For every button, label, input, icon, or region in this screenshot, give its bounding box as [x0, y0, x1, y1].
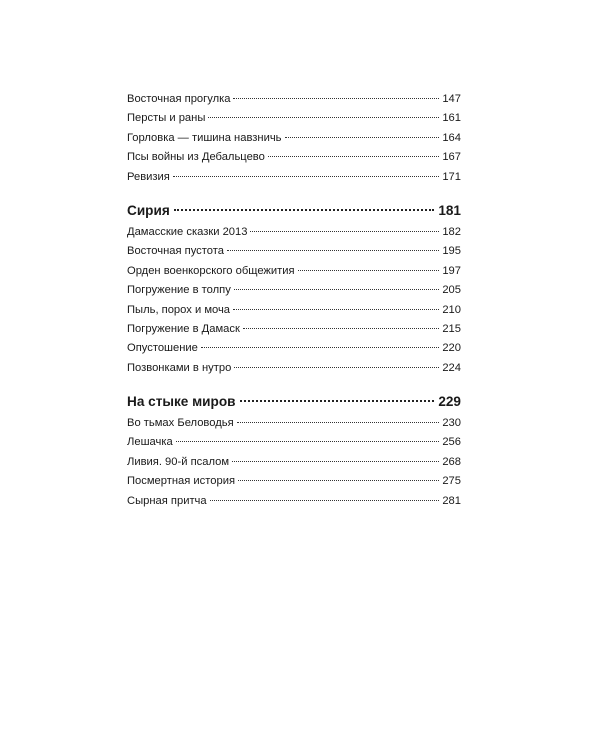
section-spacer	[127, 378, 461, 391]
toc-entry-title: Лешачка	[127, 436, 173, 449]
toc-entry	[127, 223, 461, 242]
dot-leader	[173, 176, 440, 177]
toc-entry-title: Посмертная история	[127, 475, 236, 488]
toc-entry	[127, 262, 461, 281]
dot-leader	[234, 367, 439, 368]
dot-leader	[268, 156, 439, 157]
section-title: На стыке миров	[127, 394, 236, 410]
section-spacer	[127, 187, 461, 200]
toc-entry-title: Дамасские сказки 2013	[127, 225, 248, 238]
toc-entry	[127, 320, 461, 339]
toc-entry-title: Ливия. 90-й псалом	[127, 455, 230, 468]
toc-entry-title: Позвонками в нутро	[127, 361, 232, 374]
section-page: 229	[438, 394, 461, 410]
toc-entry	[127, 339, 461, 358]
toc-entry-title: Псы войны из Дебальцево	[127, 151, 265, 164]
toc-entry	[127, 492, 461, 511]
toc-entry-page: 281	[442, 494, 461, 507]
toc-entry-title: Пыль, порох и моча	[127, 303, 231, 316]
dot-leader	[240, 400, 435, 402]
dot-leader	[233, 98, 439, 99]
toc-entry-page: 256	[442, 436, 461, 449]
toc-entry	[127, 281, 461, 300]
toc-entry-page: 195	[442, 245, 461, 258]
toc-entry	[127, 129, 461, 148]
toc-entry	[127, 109, 461, 128]
dot-leader	[227, 250, 439, 251]
toc-entry-page: 210	[442, 303, 461, 316]
toc-entry-page: 224	[442, 361, 461, 374]
dot-leader	[233, 309, 439, 310]
toc-entry	[127, 433, 461, 452]
toc-entry	[127, 90, 461, 109]
toc-entry-title: Во тьмах Беловодья	[127, 417, 234, 430]
dot-leader	[210, 500, 440, 501]
section-heading-worlds	[127, 391, 461, 413]
toc-entry-page: 268	[442, 455, 461, 468]
toc-entry	[127, 148, 461, 167]
toc-entry-page: 164	[442, 131, 461, 144]
toc-entry-page: 197	[442, 264, 461, 277]
toc-entry-page: 167	[442, 151, 461, 164]
dot-leader	[208, 117, 439, 118]
toc-entry	[127, 301, 461, 320]
toc-entry	[127, 414, 461, 433]
section-title: Сирия	[127, 202, 170, 218]
toc-entry	[127, 472, 461, 491]
toc-entry-title: Восточная пустота	[127, 245, 224, 258]
table-of-contents	[127, 90, 461, 511]
dot-leader	[176, 441, 440, 442]
toc-entry-page: 205	[442, 284, 461, 297]
toc-entry-page: 230	[442, 417, 461, 430]
toc-entry-title: Погружение в Дамаск	[127, 322, 240, 335]
toc-entry-title: Ревизия	[127, 170, 170, 183]
toc-entry-title: Персты и раны	[127, 112, 206, 125]
dot-leader	[250, 231, 439, 232]
section-page: 181	[438, 202, 461, 218]
toc-entry	[127, 168, 461, 187]
dot-leader	[174, 209, 435, 211]
dot-leader	[237, 422, 440, 423]
toc-entry-page: 182	[442, 225, 461, 238]
toc-entry-page: 171	[442, 170, 461, 183]
toc-entry-page: 220	[442, 342, 461, 355]
toc-entry-page: 147	[442, 93, 461, 105]
dot-leader	[232, 461, 439, 462]
toc-entry-title: Орден военкорского общежития	[127, 264, 295, 277]
dot-leader	[298, 270, 440, 271]
section-heading-syria	[127, 200, 461, 222]
dot-leader	[285, 137, 440, 138]
dot-leader	[238, 480, 439, 481]
toc-entry-page: 215	[442, 322, 461, 335]
toc-entry-page: 275	[442, 475, 461, 488]
toc-entry-title: Опустошение	[127, 342, 198, 355]
dot-leader	[201, 347, 439, 348]
toc-entry-title: Сырная притча	[127, 494, 207, 507]
toc-entry-title: Погружение в толпу	[127, 284, 231, 297]
toc-entry-title: Горловка — тишина навзничь	[127, 131, 282, 144]
toc-entry	[127, 242, 461, 261]
toc-entry-title: Восточная прогулка	[127, 93, 231, 105]
toc-entry	[127, 359, 461, 378]
dot-leader	[234, 289, 440, 290]
dot-leader	[243, 328, 439, 329]
toc-entry	[127, 453, 461, 472]
toc-entry-page: 161	[442, 112, 461, 125]
